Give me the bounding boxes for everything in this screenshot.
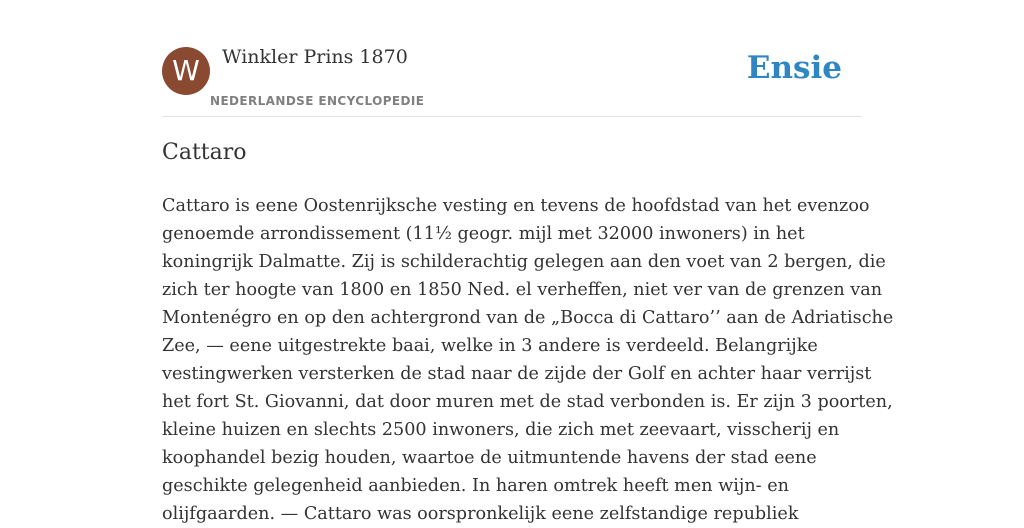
source-title[interactable]: Winkler Prins 1870	[222, 46, 408, 68]
article-line: het fort St. Giovanni, dat door muren met de stad verbonden is. Er zijn 3 poorten,	[162, 392, 893, 412]
source-subtitle: NEDERLANDSE ENCYCLOPEDIE	[210, 94, 425, 108]
article-title: Cattaro	[162, 140, 247, 165]
article-line: kleine huizen en slechts 2500 inwoners, die zich met zeevaart, visscherij en	[162, 420, 840, 440]
article-line: olijfgaarden. — Cattaro was oorspronkelijk eene zelfstandige republiek	[162, 504, 799, 524]
article-line: genoemde arrondissement (11½ geogr. mijl met 32000 inwoners) in het	[162, 224, 805, 244]
source-avatar[interactable]: W	[162, 47, 210, 95]
article-line: koophandel bezig houden, waartoe de uitmuntende havens der stad eene	[162, 448, 817, 468]
article-line: geschikte gelegenheid aanbieden. In haren omtrek heeft men wijn- en	[162, 476, 789, 496]
article-body	[162, 192, 894, 528]
header	[162, 46, 862, 117]
article-line: Cattaro is eene Oostenrijksche vesting en tevens de hoofdstad van het evenzoo	[162, 196, 870, 216]
article-line: zich ter hoogte van 1800 en 1850 Ned. el verheffen, niet ver van de grenzen van	[162, 280, 883, 300]
article-line: vestingwerken versterken de stad naar de zijde der Golf en achter haar verrijst	[162, 364, 872, 384]
article-line: Montenégro en op den achtergrond van de „Bocca di Cattaro’’ aan de Adriatische	[162, 308, 894, 328]
article-line: koningrijk Dalmatte. Zij is schilderachtig gelegen aan den voet van 2 bergen, die	[162, 252, 886, 272]
article-line: Zee, — eene uitgestrekte baai, welke in 3 andere is verdeeld. Belangrijke	[162, 336, 818, 356]
ensie-logo[interactable]: Ensie	[746, 50, 842, 86]
